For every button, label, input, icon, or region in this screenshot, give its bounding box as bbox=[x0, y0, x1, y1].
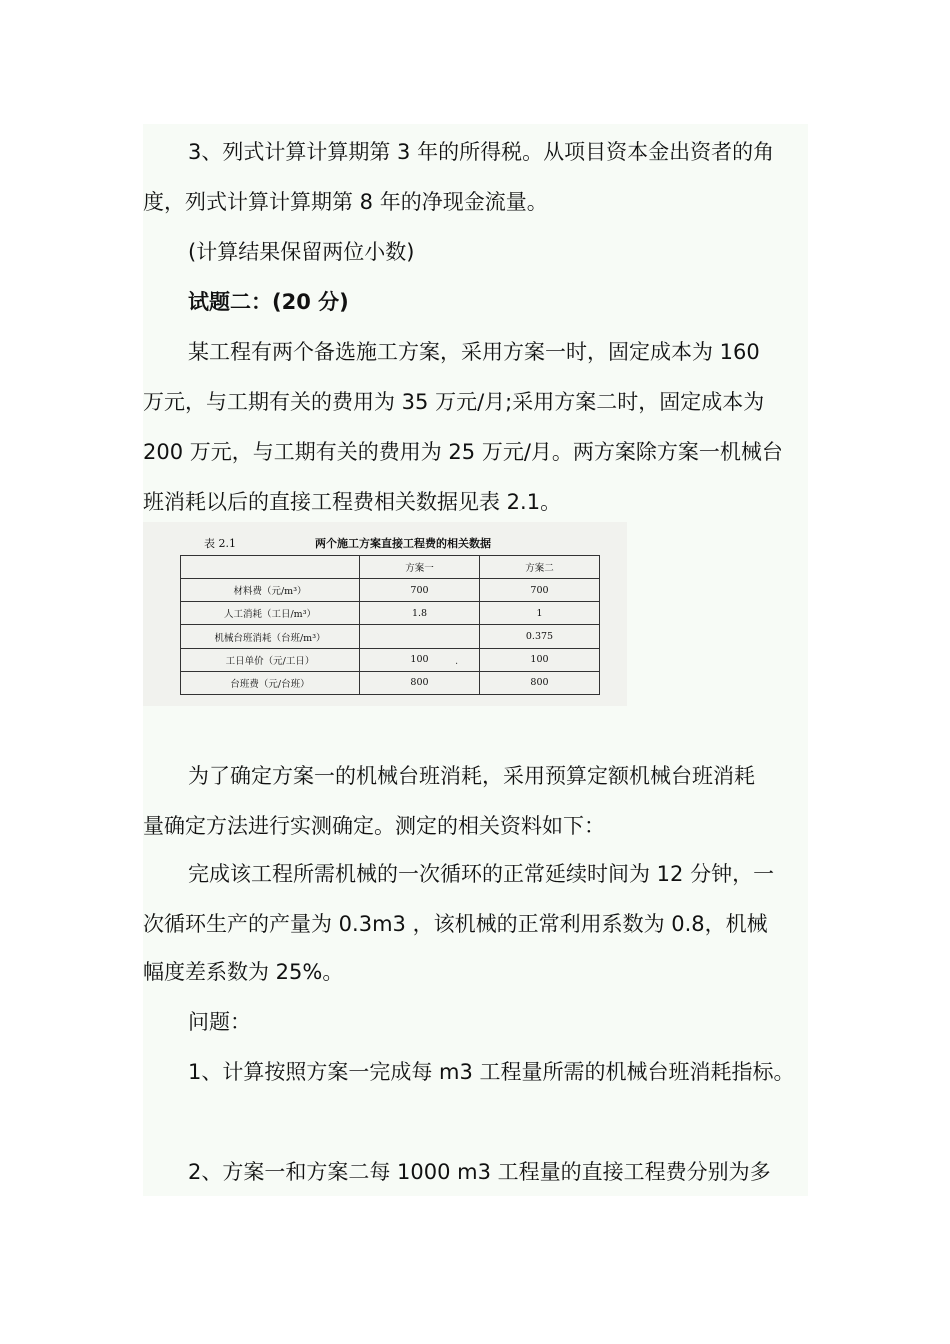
questions-heading: 问题： bbox=[188, 1010, 251, 1034]
question-2: 2、方案一和方案二每 1000 m3 工程量的直接工程费分别为多 bbox=[188, 1160, 771, 1184]
table-cell: 1 bbox=[480, 602, 600, 625]
paragraph-2-line-2: 量确定方法进行实测确定。测定的相关资料如下： bbox=[143, 814, 605, 838]
table-row bbox=[181, 602, 600, 625]
paragraph-1-line-1: 某工程有两个备选施工方案，采用方案一时，固定成本为 160 bbox=[188, 340, 760, 364]
paragraph-3-line-3: 幅度差系数为 25%。 bbox=[143, 960, 344, 984]
table-header-row bbox=[181, 556, 600, 579]
paragraph-2-line-1: 为了确定方案一的机械台班消耗，采用预算定额机械台班消耗 bbox=[188, 764, 755, 788]
table-row bbox=[181, 648, 600, 671]
table-cell: 100 bbox=[360, 648, 480, 671]
paragraph-3-line-2: 次循环生产的产量为 0.3m3 ，该机械的正常利用系数为 0.8，机械 bbox=[143, 912, 768, 936]
table-header-cell bbox=[181, 556, 360, 579]
table-cell: 台班费（元/台班） bbox=[181, 671, 360, 694]
table-cell bbox=[360, 625, 480, 648]
table-row bbox=[181, 579, 600, 602]
table-cell: 700 bbox=[480, 579, 600, 602]
table-title: 两个施工方案直接工程费的相关数据 bbox=[315, 537, 491, 550]
table-caption: 表 2.1 bbox=[204, 537, 236, 550]
table-cell: 0.375 bbox=[480, 625, 600, 648]
table-cell: 800 bbox=[360, 671, 480, 694]
table-cell: 100 bbox=[480, 648, 600, 671]
paragraph-1-line-4: 班消耗以后的直接工程费相关数据见表 2.1。 bbox=[143, 490, 562, 514]
data-table bbox=[180, 555, 600, 695]
table-cell: 机械台班消耗（台班/m³） bbox=[181, 625, 360, 648]
table-cell: 800 bbox=[480, 671, 600, 694]
table-cell: 700 bbox=[360, 579, 480, 602]
table-cell: 工日单价（元/工日） bbox=[181, 648, 360, 671]
table-row bbox=[181, 671, 600, 694]
question-1: 1、计算按照方案一完成每 m3 工程量所需的机械台班消耗指标。 bbox=[188, 1060, 795, 1084]
question-3-line-2: 度，列式计算计算期第 8 年的净现金流量。 bbox=[143, 190, 548, 214]
table-cell: 材料费（元/m³） bbox=[181, 579, 360, 602]
paragraph-1-line-3: 200 万元，与工期有关的费用为 25 万元/月。两方案除方案一机械台 bbox=[143, 440, 783, 464]
rounding-note: (计算结果保留两位小数) bbox=[188, 240, 415, 264]
scan-artifact-dot: · bbox=[455, 659, 459, 670]
table-cell: 人工消耗（工日/m³） bbox=[181, 602, 360, 625]
table-header-cell: 方案二 bbox=[480, 556, 600, 579]
table-header-cell: 方案一 bbox=[360, 556, 480, 579]
table-row bbox=[181, 625, 600, 648]
question-3-line-1: 3、列式计算计算期第 3 年的所得税。从项目资本金出资者的角 bbox=[188, 140, 775, 164]
table-cell: 1.8 bbox=[360, 602, 480, 625]
paragraph-1-line-2: 万元，与工期有关的费用为 35 万元/月;采用方案二时，固定成本为 bbox=[143, 390, 765, 414]
paragraph-3-line-1: 完成该工程所需机械的一次循环的正常延续时间为 12 分钟，一 bbox=[188, 862, 775, 886]
section-heading: 试题二：(20 分) bbox=[188, 290, 349, 314]
